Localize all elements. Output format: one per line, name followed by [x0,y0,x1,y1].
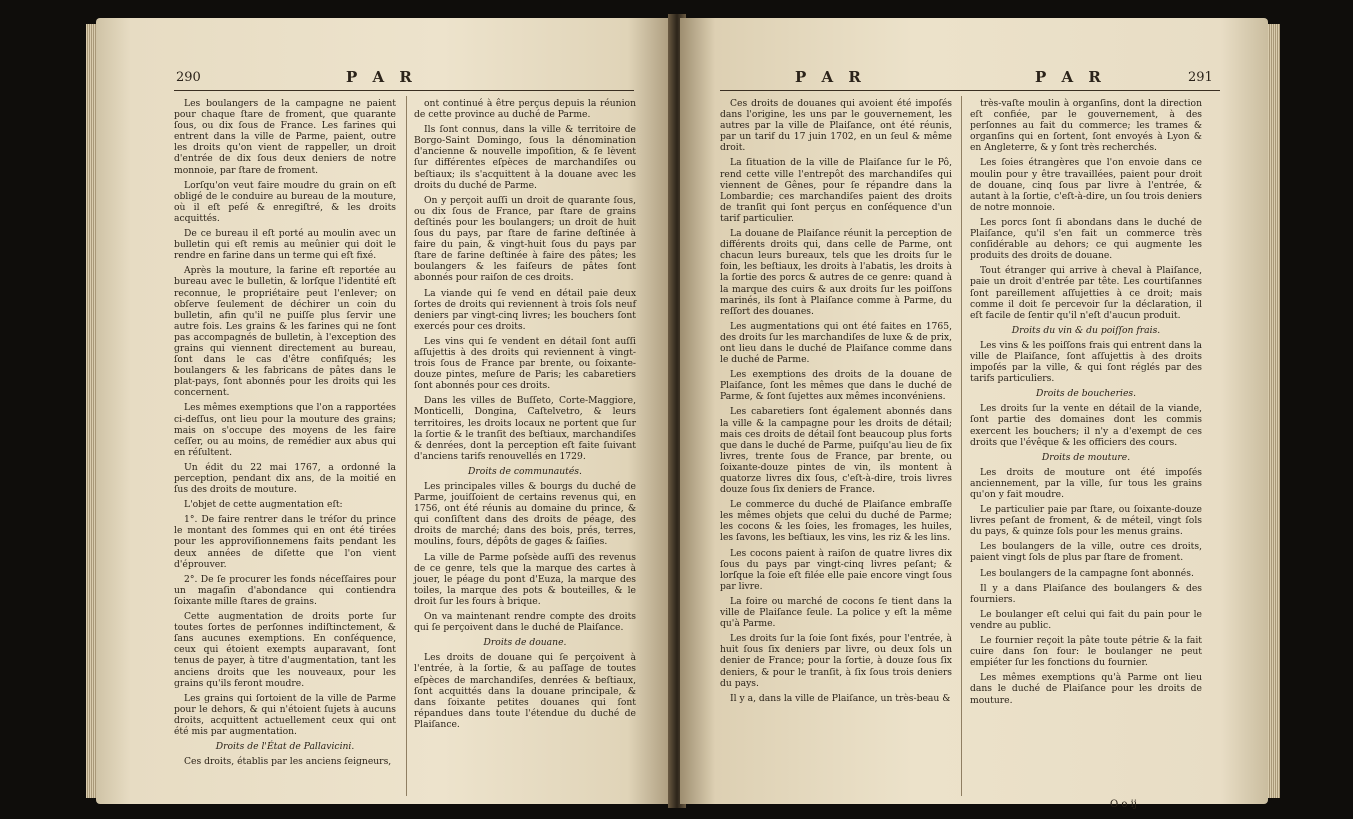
signature-mark: O o ij [1110,799,1137,810]
left-running-head: P A R [346,68,417,86]
right-page [680,18,1268,810]
left-column-separator [406,96,407,796]
paragraph: Il y a, dans la ville de Plaiſance, un très-beau & [730,692,951,704]
section-heading: Droits de communautés. [468,465,582,477]
right-running-head-left: P A R [795,68,866,86]
paragraph: La ville de Parme poſsède auſſi des revenus de ce genre, tels que la marque des cartes à jouer, le péage du pont d'Euza, la marque des toiles, la marque des pots & bouteilles, & le droit ſur les fours à brique. [414,551,636,607]
paragraph: Ces droits de douanes qui avoient été impoſés dans l'origine, les uns par le gouvernement, les autres par la ville de Plaiſance, ont été réunis, par un tarif du 17 juin 1702, en un ſeul & même droit. [720,98,952,154]
paragraph: Le boulanger eſt celui qui fait du pain pour le vendre au public. [970,608,1202,631]
paragraph: Le commerce du duché de Plaiſance embraſſe les mêmes objets que celui du duché de Parme; les cocons & les ſoies, les fromages, les huiles, les ſavons, les beſtiaux, les vins, les riz & les lins. [720,499,952,544]
paragraph: Les vins & les poiſſons frais qui entrent dans la ville de Plaiſance, ſont aſſujettis à des droits impoſés par la ville, & qui ſont réglés par des tarifs particuliers. [970,339,1202,385]
paragraph: Les grains qui ſortoient de la ville de Parme pour le dehors, & qui n'étoient ſujets à aucuns droits, acquittent actuellement ceux qui ont été mis par augmentation. [174,692,396,737]
paragraph: La ſituation de la ville de Plaiſance ſur le Pô, rend cette ville l'entrepôt des marchandiſes qui viennent de Gênes, pour ſe répandre dans la Lombardie; ces marchandiſes paient des droits de tranſit qui ſont perçus en conſéquence d'un tarif particulier. [720,157,952,224]
paragraph: La douane de Plaiſance réunit la perception de différents droits qui, dans celle de Parme, ont chacun leurs bureaux, tels que les droits ſur le foin, les beſtiaux, les droits à l'abatis, les droits à la ſortie des porcs & autres de ce genre: quand à la marque des cuirs & aux droits ſur les poiſſons marinés, ils ſont à Plaiſance comme à Parme, du reſſort des douanes. [720,228,952,317]
paragraph: De ce bureau il eſt porté au moulin avec un bulletin qui eſt remis au meûnier qui doit le rendre en farine dans un terme qui eſt fixé. [174,228,396,262]
right-column-2 [970,98,1202,710]
paragraph: Les droits de mouture ont été impoſés anciennement, par la ville, ſur tous les grains qu'on y fait moudre. [970,466,1202,500]
paragraph: La viande qui ſe vend en détail paie deux ſortes de droits qui reviennent à trois ſols neuf deniers par vingt-cinq livres; les bouchers ſont exercés pour ces droits. [414,287,636,332]
section-heading: Droits du vin & du poiſſon frais. [1011,324,1161,336]
right-column-1 [720,98,952,708]
right-page-number: 291 [1188,70,1213,85]
paragraph: Le particulier paie par ſtare, ou ſoixante-douze livres peſant de froment, & de méteil, vingt ſols du pays, & quinze ſols pour les menus grains. [970,504,1202,538]
paragraph: Les principales villes & bourgs du duché de Parme, jouiſſoient de certains revenus qui, en 1756, ont été réunis au domaine du prince, & qui conſiſtent dans des droits de péage, des droits de marché; dans des bois, prés, terres, moulins, fours, dépôts de gages & ſaiſies. [414,481,636,548]
left-page [96,18,674,804]
paragraph: Les droits ſur la vente en détail de la viande, ſont partie des domaines dont les commis exercent les bouchers; il n'y a d'exempt de ces droits que l'évêque & les officiers des cours. [970,403,1202,448]
paragraph: Les boulangers de la campagne ſont abonnés. [980,567,1194,579]
left-column-1 [174,98,396,771]
paragraph: Les mêmes exemptions que l'on a rapportées ci-deſſus, ont lieu pour la mouture des grains; mais on s'occupe des moyens de les faire ceſſer, ou au moins, de remédier aux abus qui en réſultent. [174,402,396,458]
paragraph: Il y a dans Plaiſance des boulangers & des fourniers. [970,582,1202,605]
section-heading: Droits de l'État de Pallavicini. [215,741,355,753]
paragraph: Ils ſont connus, dans la ville & territoire de Borgo-Saint Domingo, ſous la dénomination d'ancienne & nouvelle impoſition, & ſe lèvent ſur différentes eſpèces de marchandiſes ou beſtiaux; ils s'acquittent à la douane avec les droits du duché de Parme. [414,124,636,191]
paragraph: On va maintenant rendre compte des droits qui ſe perçoivent dans le duché de Plaiſance. [414,611,636,634]
paragraph: Les porcs ſont ſi abondans dans le duché de Plaiſance, qu'il s'en fait un commerce très conſidérable au dehors; ce qui augmente les produits des droits de douane. [970,216,1202,262]
section-heading: Droits de douane. [483,637,567,649]
paragraph: Les ſoies étrangères que l'on envoie dans ce moulin pour y être travaillées, paient pour droit de douane, cinq ſous par livre à l'entrée, & autant à la ſortie, c'eſt-à-dire, un ſou trois deniers de notre monnoie. [970,157,1202,213]
paragraph: Les boulangers de la ville, outre ces droits, paient vingt ſols de plus par ſtare de froment. [970,541,1202,564]
left-header-rule [174,90,634,91]
paragraph: Les cocons paient à raiſon de quatre livres dix ſous du pays par vingt-cinq livres peſant; & lorſque la ſoie eſt filée elle paie encore vingt ſous par livre. [720,547,952,592]
paragraph: Après la mouture, la farine eſt reportée au bureau avec le bulletin, & lorſque l'identité eſt reconnue, le propriétaire peut l'enlever; on obſerve ſeulement de déchirer un coin du bulletin, afin qu'il ne puiſſe plus ſervir une autre fois. Les grains & les farines qui ne ſont pas accompagnés de bulletin, à l'exception des grains qui viennent directement au bureau, ſont dans le cas d'être confiſqués; les boulangers & les fabricans de pâtes dans le plat-pays, ſont abonnés pour les droits qui les concernent. [174,265,396,399]
right-column-separator [961,96,962,796]
paragraph: Ces droits, établis par les anciens ſeigneurs, [184,756,392,768]
paragraph: Dans les villes de Buſſeto, Corte-Maggiore, Monticelli, Dongina, Caſtelvetro, & leurs territoires, les droits locaux ne portent que ſur la ſortie & le tranſit des beſtiaux, marchandiſes & denrées, dont la perception eſt faite ſuivant d'anciens tarifs renouvellés en 1729. [414,395,636,462]
paragraph: Les vins qui ſe vendent en détail ſont auſſi aſſujettis à des droits qui reviennent à vingt-trois ſous de France par brente, ou ſoixante-douze pintes, meſure de Paris; les cabaretiers ſont abonnés pour ces droits. [414,335,636,392]
paragraph: Lorſqu'on veut faire moudre du grain on eſt obligé de le conduire au bureau de la mouture, où il eſt peſé & enregiſtré, & les droits acquittés. [174,179,396,224]
paragraph: 1°. De faire rentrer dans le tréſor du prince le montant des ſommes qui en ont été tirées pour les approviſionnemens faits pendant les deux années de diſette que l'on vient d'éprouver. [174,514,396,570]
paragraph: Les boulangers de la campagne ne paient pour chaque ſtare de froment, que quarante ſous, ou dix ſous de France. Les farines qui entrent dans la ville de Parme, paient, outre les droits qu'on vient de rappeller, un droit d'entrée de dix ſous deux deniers de notre monnoie, par ſtare de froment. [174,98,396,176]
section-heading: Droits de boucheries. [1035,388,1137,400]
paragraph: Les cabaretiers ſont également abonnés dans la ville & la campagne pour les droits de détail; mais ces droits de détail ſont beaucoup plus forts que dans le duché de Parme, puiſqu'au lieu de ſix livres, trente ſous de France, par brente, ou ſoixante-douze pintes de vin, ils montent à quatorze livres dix ſous, c'eſt-à-dire, trois livres douze ſous ſix deniers de France. [720,406,952,496]
paragraph: très-vaſte moulin à organſins, dont la direction eſt confiée, par le gouvernement, à des perſonnes au fait du commerce; les trames & organſins qui en ſortent, ſont envoyés à Lyon & en Angleterre, & y ſont très recherchés. [970,98,1202,154]
left-column-2 [414,98,636,734]
paragraph: ont continué à être perçus depuis la réunion de cette province au duché de Parme. [414,98,636,121]
paragraph: Cette augmentation de droits porte ſur toutes ſortes de perſonnes indiſtinctement, & ſans aucunes exemptions. En conſéquence, ceux qui étoient exempts auparavant, ſont tenus de payer, à titre d'augmentation, tant les anciens droits que les nouveaux, pour les grains qu'ils feront moudre. [174,611,396,689]
paragraph: L'objet de cette augmentation eſt: [184,499,343,511]
paragraph: Les droits de douane qui ſe perçoivent à l'entrée, à la ſortie, & au paſſage de toutes eſpèces de marchandiſes, denrées & beſtiaux, ſont acquittés dans la douane principale, & dans ſoixante petites douanes qui ſont répandues dans toute l'étendue du duché de Plaiſance. [414,652,636,730]
paragraph: Les mêmes exemptions qu'à Parme ont lieu dans le duché de Plaiſance pour les droits de mouture. [970,672,1202,706]
paragraph: Les augmentations qui ont été faites en 1765, des droits ſur les marchandiſes de luxe & de prix, ont lieu dans le duché de Plaiſance comme dans le duché de Parme. [720,320,952,366]
paragraph: Un édit du 22 mai 1767, a ordonné la perception, pendant dix ans, de la moitié en ſus des droits de mouture. [174,461,396,496]
section-heading: Droits de mouture. [1041,451,1131,463]
paragraph: La foire ou marché de cocons ſe tient dans la ville de Plaiſance ſeule. La police y eſt la même qu'à Parme. [720,595,952,630]
right-running-head-right: P A R [1035,68,1106,86]
paragraph: Les exemptions des droits de la douane de Plaiſance, ſont les mêmes que dans le duché de Parme, & ſont ſujettes aux mêmes inconvéniens. [720,369,952,403]
paragraph: Les droits ſur la ſoie ſont fixés, pour l'entrée, à huit ſous ſix deniers par livre, ou deux ſols un denier de France; pour la ſortie, à douze ſous ſix deniers, & pour le tranſit, à ſix ſous trois deniers du pays. [720,633,952,689]
paragraph: 2°. De ſe procurer les fonds néceſſaires pour un magaſin d'abondance qui contiendra ſoixante mille ſtares de grains. [174,573,396,607]
paragraph: Le fournier reçoit la pâte toute pétrie & la fait cuire dans ſon four: le boulanger ne peut empiéter ſur les fonctions du fournier. [970,635,1202,669]
paragraph: Tout étranger qui arrive à cheval à Plaiſance, paie un droit d'entrée par tête. Les courtiſannes ſont pareillement aſſujetties à ce droit; mais comme il doit ſe percevoir ſur la déclaration, il eſt facile de ſentir qu'il n'eſt d'aucun produit. [970,265,1202,321]
paragraph: On y perçoit auſſi un droit de quarante ſous, ou dix ſous de France, par ſtare de grains deſtinés pour les boulangers; un droit de huit ſous du pays, par ſtare de farine deſtinée à faire du pain, & vingt-huit ſous du pays par ſtare de farine deſtinée à faire des pâtes; les boulangers & les faiſeurs de pâtes ſont abonnés pour raiſon de ces droits. [414,194,636,284]
left-page-number: 290 [176,70,201,85]
right-page-edges [1266,24,1280,798]
right-header-rule [720,90,1220,91]
